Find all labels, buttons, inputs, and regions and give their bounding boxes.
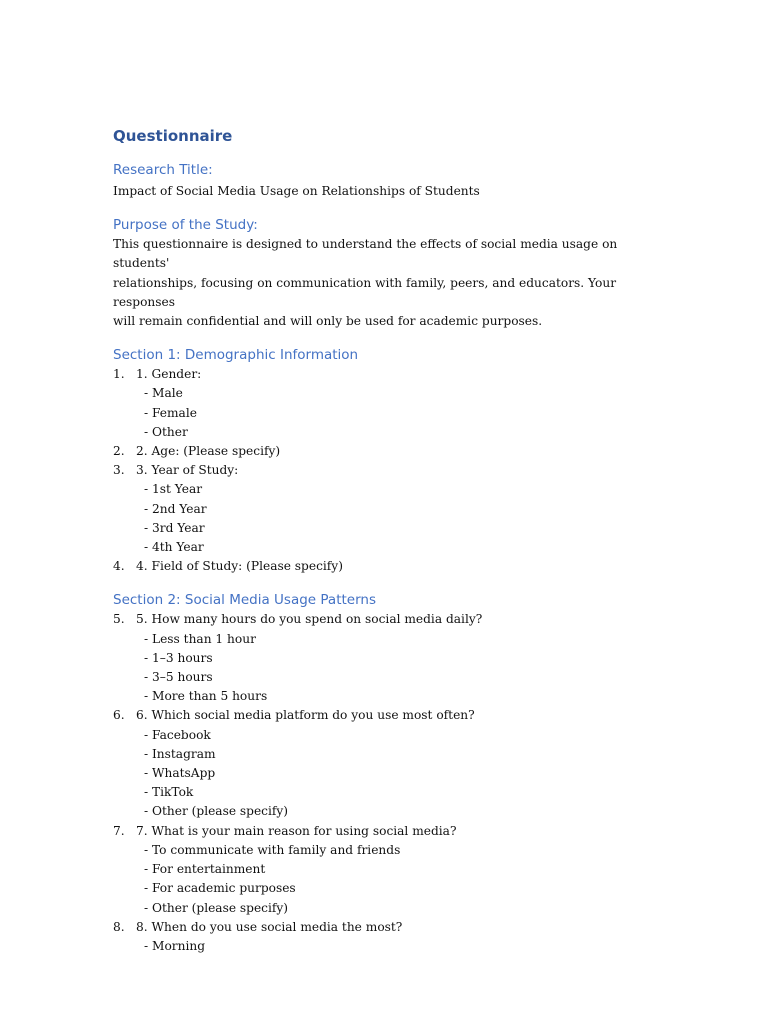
option: - 3–5 hours xyxy=(144,670,213,685)
list-number: 6. xyxy=(113,708,125,723)
list-number: 2. xyxy=(113,444,125,459)
question-2 xyxy=(113,442,658,461)
list-number: 5. xyxy=(113,612,125,627)
question-4 xyxy=(113,557,658,576)
question-text: 5. How many hours do you spend on social media daily? xyxy=(136,612,483,627)
option: - Facebook xyxy=(144,727,211,742)
question-1 xyxy=(113,365,658,384)
option: - 1–3 hours xyxy=(144,650,213,665)
purpose-line: This questionnaire is designed to understand the effects of social media usage on students' xyxy=(113,237,618,271)
option: - 3rd Year xyxy=(144,520,205,535)
option: - Less than 1 hour xyxy=(144,631,256,646)
option: - 2nd Year xyxy=(144,501,207,516)
purpose-line: will remain confidential and will only be used for academic purposes. xyxy=(113,314,543,329)
list-number: 7. xyxy=(113,823,125,838)
research-title-text: Impact of Social Media Usage on Relationships of Students xyxy=(113,184,480,198)
option: - TikTok xyxy=(144,785,194,800)
question-text: 1. Gender: xyxy=(136,367,202,382)
purpose-heading: Purpose of the Study: xyxy=(113,217,258,234)
option: - 1st Year xyxy=(144,482,203,497)
purpose-line: relationships, focusing on communication with family, peers, and educators. Your responses xyxy=(113,275,617,309)
question-text: 8. When do you use social media the most? xyxy=(136,919,403,934)
section2-heading: Section 2: Social Media Usage Patterns xyxy=(113,592,376,609)
option: - Male xyxy=(144,386,183,401)
option: - Morning xyxy=(144,938,206,953)
section2-list xyxy=(113,610,658,956)
question-text: 4. Field of Study: (Please specify) xyxy=(136,559,343,574)
question-text: 2. Age: (Please specify) xyxy=(136,444,281,459)
question-7 xyxy=(113,822,658,841)
option: - Female xyxy=(144,405,197,420)
option: - To communicate with family and friends xyxy=(144,842,401,857)
option: - Instagram xyxy=(144,746,216,761)
question-text: 3. Year of Study: xyxy=(136,463,239,478)
option: - WhatsApp xyxy=(144,766,216,781)
question-3 xyxy=(113,461,658,480)
option: - More than 5 hours xyxy=(144,689,268,704)
section1-list xyxy=(113,365,658,576)
option: - Other xyxy=(144,424,188,439)
option: - Other (please specify) xyxy=(144,900,289,915)
option: - Other (please specify) xyxy=(144,804,289,819)
question-5 xyxy=(113,610,658,629)
question-text: 6. Which social media platform do you use most often? xyxy=(136,708,475,723)
document-title: Questionnaire xyxy=(113,127,233,145)
question-6 xyxy=(113,706,658,725)
option: - For academic purposes xyxy=(144,881,296,896)
research-title-heading: Research Title: xyxy=(113,162,213,178)
purpose-paragraph xyxy=(113,235,658,331)
section1-heading: Section 1: Demographic Information xyxy=(113,347,359,364)
question-text: 7. What is your main reason for using social media? xyxy=(136,823,457,838)
document-page xyxy=(113,124,658,956)
list-number: 8. xyxy=(113,919,125,934)
list-number: 1. xyxy=(113,367,125,382)
option: - 4th Year xyxy=(144,540,204,555)
list-number: 3. xyxy=(113,463,125,478)
list-number: 4. xyxy=(113,559,125,574)
option: - For entertainment xyxy=(144,862,266,877)
question-8 xyxy=(113,918,658,937)
